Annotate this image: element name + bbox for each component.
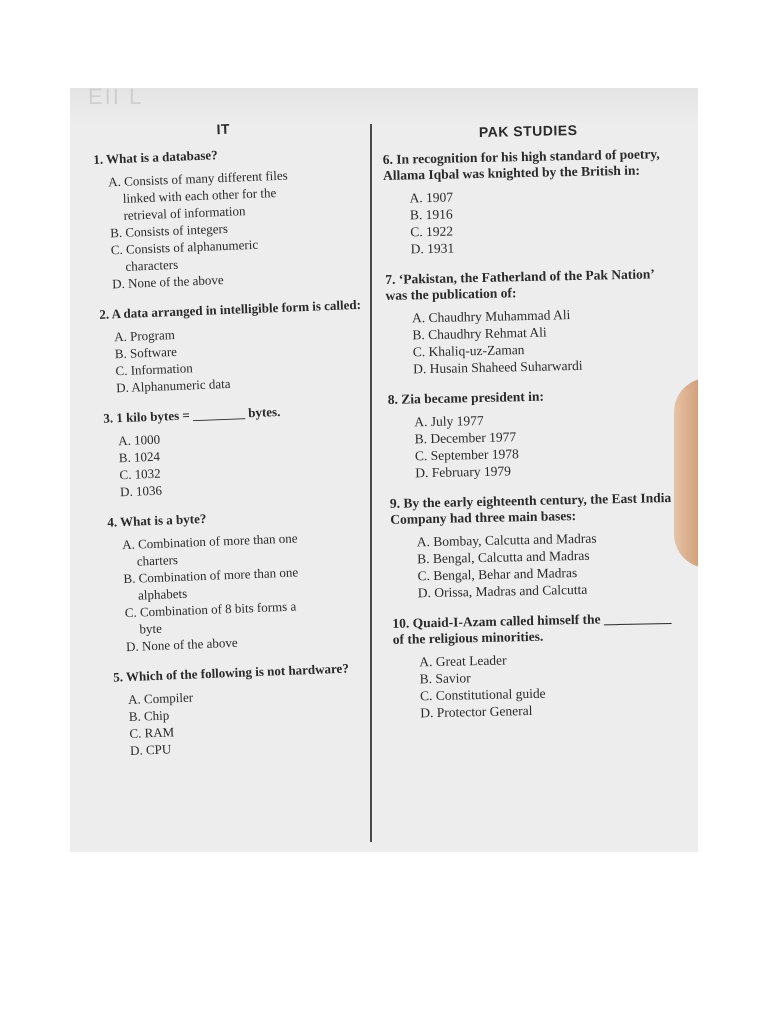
question-text: 1. What is a database? <box>93 147 218 167</box>
option: A. Compiler <box>127 689 194 708</box>
question-5 <box>113 660 378 760</box>
option: D. Protector General <box>420 702 533 721</box>
question-text: 4. What is a byte? <box>107 510 207 530</box>
question-text: 3. 1 kilo bytes = ________ bytes. <box>103 403 281 426</box>
option: C. Constitutional guide <box>419 685 546 704</box>
option: D. None of the above <box>125 634 238 655</box>
option: C. 1032 <box>119 465 161 483</box>
option: A. Great Leader <box>419 652 507 670</box>
question-7 <box>385 266 679 378</box>
exam-paper <box>70 88 698 852</box>
question-8 <box>388 386 682 482</box>
option: B. Bengal, Calcutta and Madras <box>416 547 590 567</box>
option: D. Orissa, Madras and Calcutta <box>417 581 588 601</box>
option: B. 1024 <box>118 448 161 466</box>
option-continuation: byte <box>139 620 163 637</box>
option: C. RAM <box>129 724 175 742</box>
question-text: 10. Quaid-I-Azam called himself the __________ of the religious minorities. <box>392 610 672 647</box>
option: B. 1916 <box>409 206 453 223</box>
option: B. Savior <box>419 670 471 687</box>
it-heading: IT <box>216 120 231 138</box>
option: D. CPU <box>129 741 172 758</box>
option: D. 1931 <box>410 240 455 257</box>
option: C. Consists of alphanumeric <box>110 236 259 258</box>
question-10 <box>392 610 686 722</box>
option-continuation: linked with each other for the <box>122 184 277 206</box>
option: B. Chip <box>128 707 170 725</box>
question-6 <box>383 146 677 258</box>
pak-studies-column <box>382 118 687 736</box>
question-9 <box>390 490 684 602</box>
option-continuation: charters <box>136 552 179 569</box>
option: B. Consists of integers <box>109 220 229 241</box>
option: A. Consists of many different files <box>107 167 288 190</box>
option: D. February 1979 <box>415 463 512 481</box>
option: B. December 1977 <box>414 429 517 447</box>
question-text: 8. Zia became president in: <box>387 388 545 407</box>
option: A. July 1977 <box>414 412 484 430</box>
option: C. September 1978 <box>414 446 519 464</box>
option: A. Program <box>113 326 176 345</box>
option: A. Combination of more than one <box>121 530 298 553</box>
option: B. Chaudhry Rehmat Ali <box>412 324 547 343</box>
option: C. Information <box>115 360 193 379</box>
it-column <box>92 114 379 774</box>
question-text: 6. In recognition for his high standard of poetry, Allama Iqbal was knighted by the British in: <box>382 146 660 183</box>
question-text: 9. By the early eighteenth century, the East India Company had three main bases: <box>389 490 672 527</box>
option-continuation: characters <box>125 256 179 274</box>
option: C. 1922 <box>410 223 454 240</box>
option: B. Software <box>114 343 178 362</box>
option: A. Bombay, Calcutta and Madras <box>416 530 597 550</box>
bleed-through-text: EII L <box>88 88 144 109</box>
option-continuation: alphabets <box>137 585 188 603</box>
question-4 <box>107 505 374 656</box>
option-continuation: retrieval of information <box>123 203 246 223</box>
option: D. Alphanumeric data <box>115 375 231 396</box>
option: C. Bengal, Behar and Madras <box>417 565 578 584</box>
question-3 <box>103 401 368 501</box>
question-text: 5. Which of the following is not hardware? <box>112 660 350 685</box>
option: D. 1036 <box>119 482 163 500</box>
option: A. Chaudhry Muhammad Ali <box>411 307 571 326</box>
option: D. Husain Shaheed Suharwardi <box>412 357 583 377</box>
option: A. 1907 <box>409 189 454 206</box>
question-2 <box>99 297 364 397</box>
option: B. Combination of more than one <box>123 564 299 587</box>
question-text: 7. ‘Pakistan, the Fatherland of the Pak Nation’ was the publication of: <box>385 266 654 303</box>
option: C. Khaliq-uz-Zaman <box>412 342 525 360</box>
option: C. Combination of 8 bits forms a <box>124 598 297 621</box>
question-1 <box>93 142 360 293</box>
question-text: 2. A data arranged in intelligible form is called: <box>99 296 362 322</box>
option: A. 1000 <box>117 431 161 449</box>
option: D. None of the above <box>111 272 224 292</box>
pak-studies-heading: PAK STUDIES <box>478 121 578 140</box>
